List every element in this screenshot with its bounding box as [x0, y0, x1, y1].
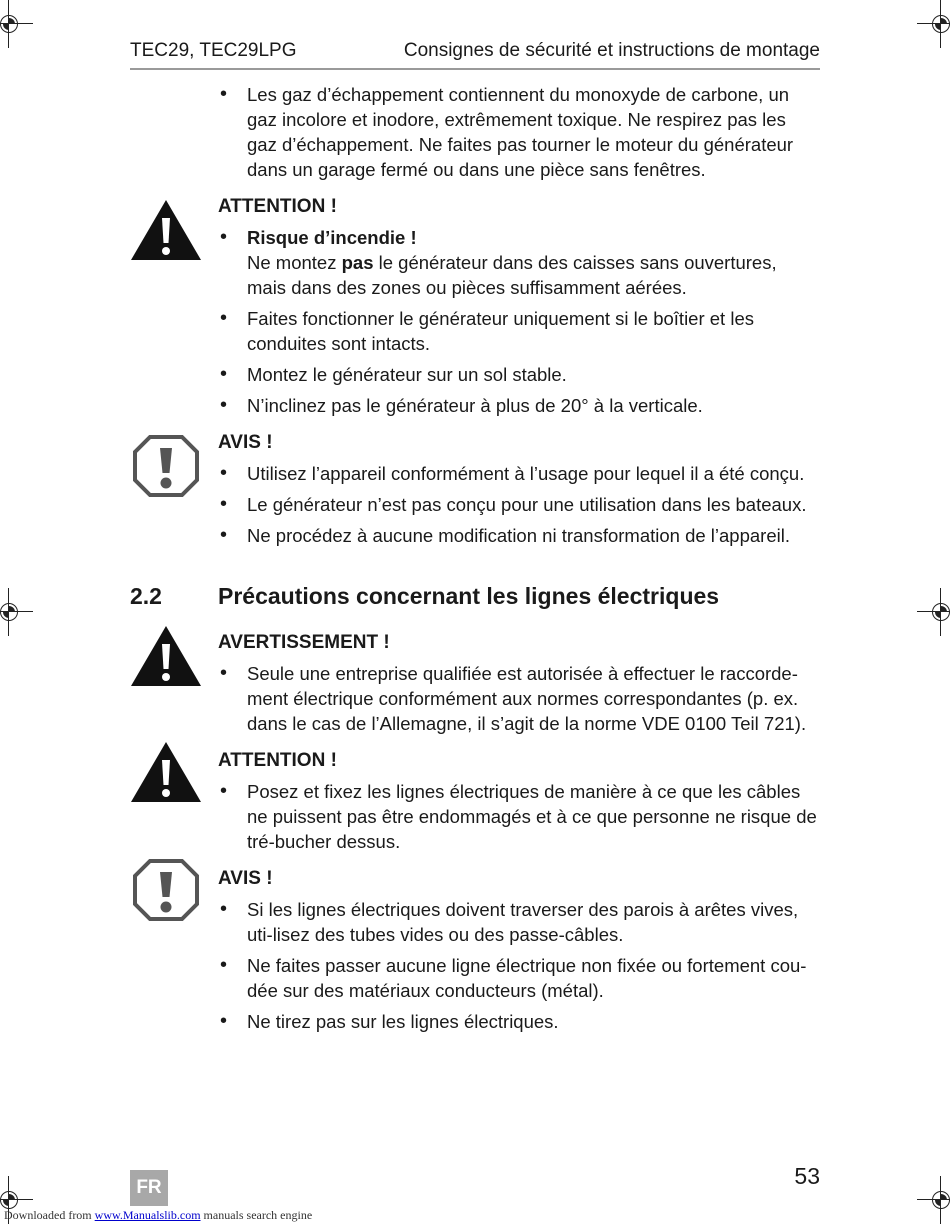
attention-block — [130, 748, 820, 854]
section-number: 2.2 — [130, 583, 162, 609]
crop-mark-icon — [929, 1188, 950, 1212]
crop-mark-icon — [0, 600, 21, 624]
intro-block — [130, 82, 820, 182]
intro-list — [218, 82, 820, 182]
page-number: 53 — [794, 1163, 820, 1189]
notice-list — [218, 461, 820, 548]
warning-triangle-icon — [130, 740, 202, 804]
notice-block — [130, 866, 820, 1034]
notice-label: AVIS ! — [218, 432, 273, 453]
header-model: TEC29, TEC29LPG — [130, 40, 297, 61]
notice-octagon-icon — [130, 858, 202, 922]
crop-mark-icon — [929, 600, 950, 624]
list-item — [218, 225, 820, 300]
header-chapter-title: Consignes de sécurité et instructions de montage — [403, 40, 820, 61]
crop-mark-icon — [929, 12, 950, 36]
attention-label: ATTENTION ! — [218, 750, 337, 771]
attention-list — [218, 225, 820, 418]
attention-label: ATTENTION ! — [218, 196, 337, 217]
warning-triangle-icon — [130, 624, 202, 688]
list-item: • Ne procédez à aucune modification ni transformation de l’appareil. — [218, 523, 820, 548]
attention-block — [130, 194, 820, 418]
download-notice — [4, 1208, 312, 1223]
list-item: • Faites fonctionner le générateur uniquement si le boîtier et les conduites sont intacts. — [218, 306, 820, 356]
list-item: • Le générateur n’est pas conçu pour une utilisation dans les bateaux. — [218, 492, 820, 517]
list-item: • Ne tirez pas sur les lignes électriques. — [218, 1009, 820, 1034]
section-title: Précautions concernant les lignes électriques — [218, 583, 720, 609]
notice-label: AVIS ! — [218, 868, 273, 889]
list-item: • Les gaz d’échappement contiennent du monoxyde de carbone, un gaz incolore et inodore, extrêmement toxique. Ne respirez pas les gaz d’échappement. Ne faites pas tourner le moteur du générateur dans un garage fermé ou dans une pièce sans fenêtres. — [218, 82, 820, 182]
language-tab: FR — [130, 1170, 168, 1206]
section-heading — [130, 584, 820, 614]
list-item: • Si les lignes électriques doivent traverser des parois à arêtes vives, uti-lisez des tubes vides ou des passe-câbles. — [218, 897, 820, 947]
manualslib-link[interactable]: www.Manualslib.com — [94, 1208, 201, 1222]
download-prefix: Downloaded from — [4, 1208, 95, 1222]
notice-block — [130, 430, 820, 548]
crop-mark-icon — [0, 12, 21, 36]
list-item: • Seule une entreprise qualifiée est autorisée à effectuer le raccorde-ment électrique conformément aux normes correspondantes (p. ex. dans le cas de l’Allemagne, il s’agit de la norme VDE 0100 Teil 721). — [218, 661, 820, 736]
warning-triangle-icon — [130, 198, 202, 262]
list-item: • Ne faites passer aucune ligne électrique non fixée ou fortement cou-dée sur des matériaux conducteurs (métal). — [218, 953, 820, 1003]
list-item-text: Ne montez — [247, 252, 342, 273]
warning-list — [218, 661, 820, 736]
list-item-text: le générateur dans des caisses sans ouvertures, mais dans des zones ou pièces suffisamment aérées. — [247, 252, 777, 298]
fire-risk-title: Risque d’incendie ! — [247, 227, 417, 248]
attention-list — [218, 779, 820, 854]
list-item: • N’inclinez pas le générateur à plus de 20° à la verticale. — [218, 393, 820, 418]
running-header — [130, 38, 820, 70]
warning-label: AVERTISSEMENT ! — [218, 632, 390, 653]
download-suffix: manuals search engine — [200, 1208, 313, 1222]
notice-list — [218, 897, 820, 1034]
warning-block — [130, 630, 820, 736]
page-content — [130, 82, 820, 1040]
list-item: • Utilisez l’appareil conformément à l’usage pour lequel il a été conçu. — [218, 461, 820, 486]
emphasis-text: pas — [341, 252, 374, 273]
list-item: • Posez et fixez les lignes électriques de manière à ce que les câbles ne puissent pas être endommagés et à ce que personne ne risque de tré-bucher dessus. — [218, 779, 820, 854]
list-item: • Montez le générateur sur un sol stable. — [218, 362, 820, 387]
notice-octagon-icon — [130, 434, 202, 498]
